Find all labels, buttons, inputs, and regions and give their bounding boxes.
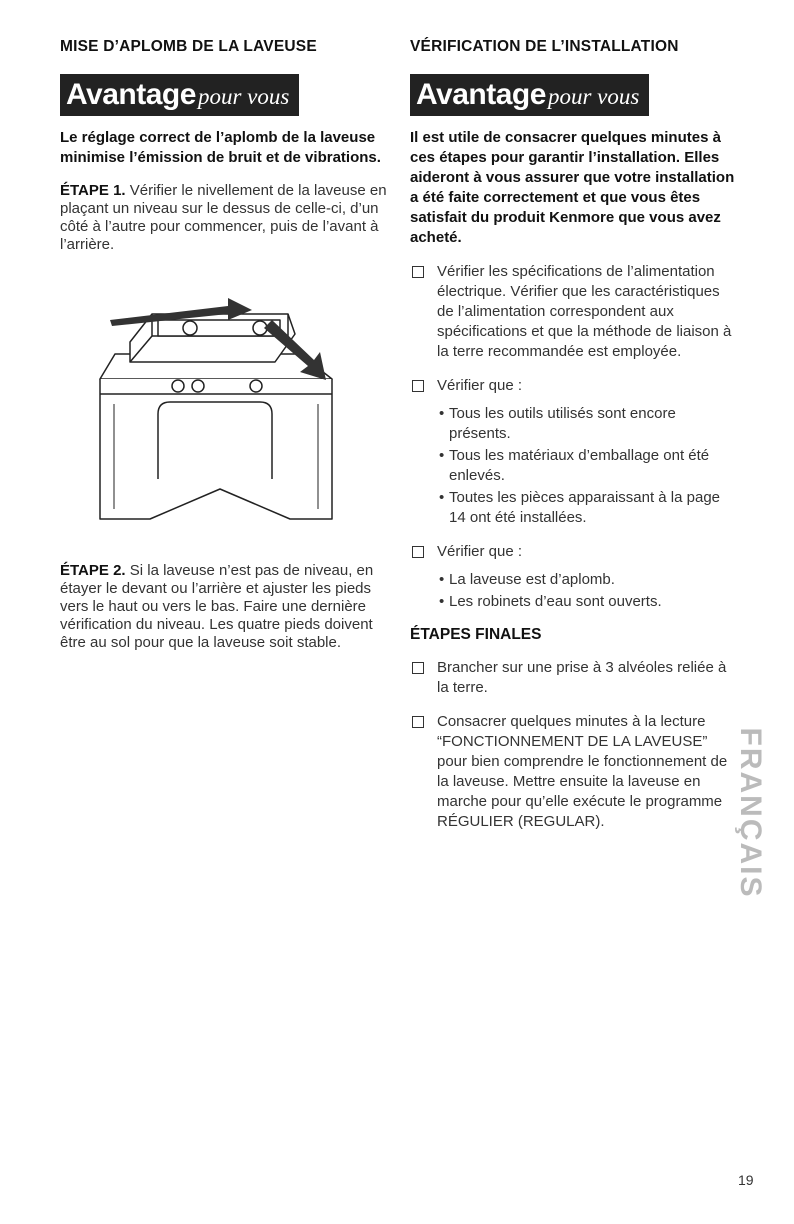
checklist-item-text: Vérifier que : [437,377,523,394]
bullet-item: • Toutes les pièces apparaissant à la page 14 ont été installées. [437,488,740,528]
language-tab-label: FRANÇAIS [734,727,767,899]
left-column [60,38,390,652]
leveling-lead: Le réglage correct de l’aplomb de la laveuse minimise l’émission de bruit et de vibrations. [60,129,381,166]
verification-lead: Il est utile de consacrer quelques minutes à ces étapes pour garantir l’installation. Elles aideront à vous assurer que votre installation a été faite correctement et que vous êtes satisfait du produit Kenmore que vous avez acheté. [410,129,735,246]
final-steps-title: ÉTAPES FINALES [410,626,542,643]
page-number: 19 [738,1172,754,1188]
banner-strong-text: Avantage [66,78,196,111]
checklist-item [410,376,740,396]
section-title-verification: VÉRIFICATION DE L’INSTALLATION [410,38,679,55]
checklist-item [410,542,740,562]
bullet-item: • Tous les outils utilisés sont encore présents. [437,404,740,444]
final-check-item [410,658,740,698]
banner-italic-text: pour vous [197,84,290,109]
language-side-tab [730,708,770,918]
step-2-label: ÉTAPE 2. [60,562,126,579]
washer-level-illustration [60,284,360,534]
section-title-leveling: MISE D’APLOMB DE LA LAVEUSE [60,38,317,55]
bullet-list [410,570,740,612]
checkbox-icon[interactable] [412,266,424,278]
step-2 [60,562,390,652]
final-check-text: Brancher sur une prise à 3 alvéoles reliée à la terre. [437,659,727,696]
checkbox-icon[interactable] [412,380,424,392]
banner-italic-text: pour vous [547,84,640,109]
advantage-banner [410,74,649,116]
checklist-item-text: Vérifier les spécifications de l’alimentation électrique. Vérifier que les caractéristiques de l’alimentation correspondent aux spécifications et que la méthode de liaison à la terre recommandée est employée. [437,263,732,360]
final-check-item [410,712,740,832]
bullet-item: • Les robinets d’eau sont ouverts. [437,592,740,612]
right-column [410,38,740,846]
checklist-item [410,262,740,362]
advantage-banner [60,74,299,116]
step-1 [60,182,390,254]
final-check-text: Consacrer quelques minutes à la lecture “FONCTIONNEMENT DE LA LAVEUSE” pour bien comprendre le fonctionnement de la laveuse. Mettre ensuite la laveuse en marche pour qu’elle exécute le programme RÉGULIER (REGULAR). [437,713,728,830]
banner-strong-text: Avantage [416,78,546,111]
step-2-text: Si la laveuse n’est pas de niveau, en étayer le devant ou l’arrière et ajuster les pieds vers le haut ou vers le bas. Faire une dernière vérification du niveau. Les quatre pieds doivent être au sol pour que la laveuse soit stable. [60,562,374,651]
checklist-item-text: Vérifier que : [437,543,523,560]
checkbox-icon[interactable] [412,546,424,558]
bullet-item: • Tous les matériaux d’emballage ont été enlevés. [437,446,740,486]
checkbox-icon[interactable] [412,662,424,674]
bullet-item: • La laveuse est d’aplomb. [437,570,740,590]
step-1-text: Vérifier le nivellement de la laveuse en plaçant un niveau sur le dessus de celle-ci, d’un côté à l’autre pour commencer, puis de l’avant à l’arrière. [60,182,387,253]
step-1-label: ÉTAPE 1. [60,182,126,199]
bullet-list [410,404,740,528]
checkbox-icon[interactable] [412,716,424,728]
